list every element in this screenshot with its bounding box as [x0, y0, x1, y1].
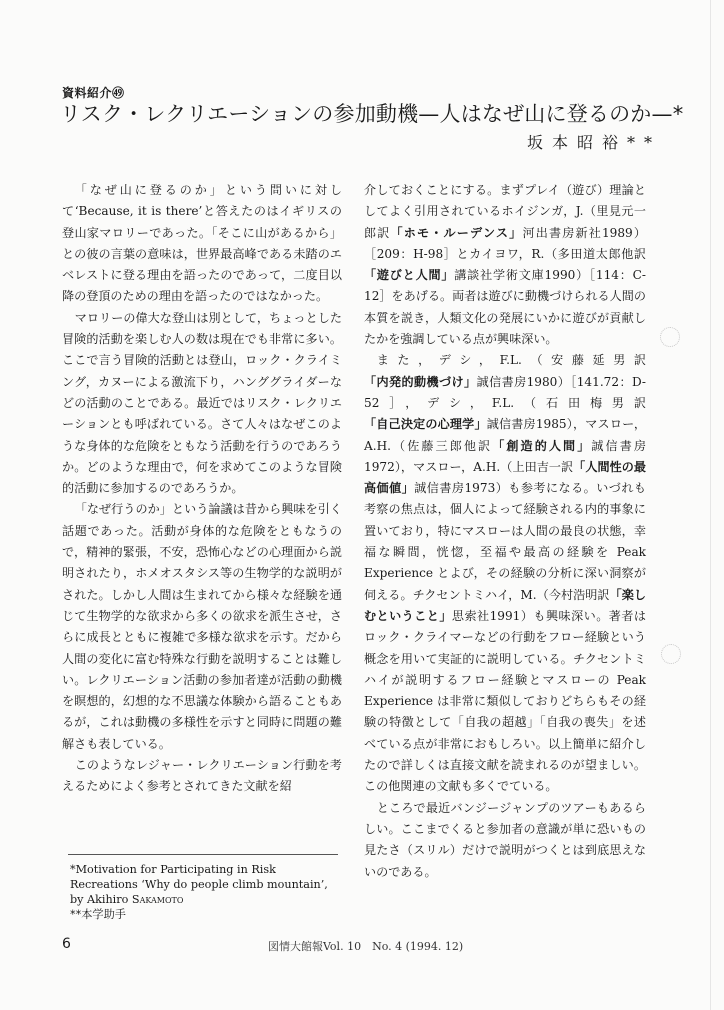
paragraph: このようなレジャー・レクリエーション行動を考えるためによく参考とされてきた文献を紹 [62, 758, 342, 794]
book-title: 「楽しむということ」 [364, 587, 646, 623]
book-title: 「遊びと人間」 [364, 268, 455, 283]
page-edge [710, 0, 711, 1010]
binding-hole-mark [660, 327, 680, 347]
text-run: 介しておくことにする。まずプレイ（遊び）理論としてよく引用されているホイジンガ，J.（里見元一郎訳 [364, 183, 646, 240]
book-title: 「創造的人間」 [492, 438, 592, 453]
article-title: リスク・レクリエーションの参加動機—人はなぜ山に登るのか—* [60, 102, 684, 126]
text-run: 思索社1991）も興味深い。著者はロック・クライマーなどの行動をフロー経験という概念を用いて実証的に説明している。チクセントミハイが説明するフロー経験とマスローの Peak Experience は非常に類似しておりどちらもその経験の特徴として「自我の超越」「自我の喪失」を述べている点が非常におもしろい。以上簡単に紹介したので詳しくは直接文献を読まれるのが望ましい。この他関連の文献も多くでている。 [364, 608, 646, 794]
paragraph: マロリーの偉大な登山は別として，ちょっとした冒険的活動を楽しむ人の数は現在でも非常に多い。ここで言う冒険的活動とは登山，ロック・クライミング，カヌーによる激流下り，ハンググライダーなどの活動のことである。最近ではリスク・レクリエーションとも呼ばれている。さて人々はなぜこのような身体的な危険をともなう活動を行うのであろうか。どのような理由で，何を求めてこのような冒険的活動に参加するのであろうか。 [62, 310, 342, 496]
text-run: 誠信書房1972），マスロー，A.H.（上田吉一訳 [364, 438, 646, 474]
paragraph [364, 180, 646, 350]
journal-citation: 図情大館報Vol. 10 No. 4 (1994. 12) [268, 940, 464, 953]
footnote-divider [68, 854, 338, 855]
author-name: 坂本昭裕** [527, 133, 662, 152]
text-run: 誠信書房1985），マスロー，A.H.（佐藤三郎他訳 [364, 417, 646, 453]
author-surname: Sakamoto [131, 893, 184, 906]
page-number: 6 [62, 936, 71, 952]
paragraph: 「なぜ行うのか」という論議は昔から興味を引く話題であった。活動が身体的な危険をともなうので，精神的緊張，不安，恐怖心などの心理面から説明されたり，ホメオスタシス等の生物学的な説明がされた。しかし人間は生まれてから様々な経験を通じて生物学的な欲求から多くの欲求を派生させ，さらに成長とともに複雑で多様な欲求を示す。だから人間の変化に富む特殊な行動を説明することは難しい。レクリエーション活動の参加者達が活動の動機を瞑想的，幻想的な不思議な体験から語ることもあるが，これは動機の多様性を示すと同時に問題の難解さも表している。 [62, 502, 342, 751]
book-title: 「ホモ・ルーデンス」 [390, 225, 523, 240]
book-title: 「内発的動機づけ」 [364, 374, 477, 389]
paragraph [364, 350, 646, 797]
text-run: また，デシ，F.L.（安藤延男訳 [376, 353, 646, 368]
book-title: 「自己決定の心理学」 [364, 417, 487, 432]
right-column [364, 180, 646, 883]
paragraph: 「なぜ山に登るのか」という問いに対して‘Because, it is there’と答えたのはイギリスの登山家マロリーであった。「そこに山があるから」との彼の言葉の意味は，世界最高峰である未踏のエベレストに登る理由を語ったのであって，二度目以降の登頂のための理由を語ったのではなかった。 [62, 183, 342, 304]
text-run: *Motivation for Participating in Risk Recreations ‘Why do people climb mountain’, by Akihiro [70, 863, 328, 906]
footnote-english-title [70, 862, 340, 907]
footnote-affiliation: **本学助手 [70, 908, 126, 921]
left-column [62, 180, 342, 798]
book-title: 「人間性の最高価値」 [364, 459, 646, 496]
text-run: 河出書房新社1989）［209：H-98］とカイヨワ，R.（多田道太郎他訳 [364, 225, 646, 261]
binding-hole-mark [661, 644, 681, 664]
text-run: 誠信書房1973）も参考になる。いづれも考察の焦点は，個人によって経験される内的事象に置いており，特にマスローは人間の最良の状態，幸福な瞬間，恍惚，至福や最高の経験を Peak Experience とよび，その経験の分析に深い洞察が伺える。チクセントミハイ，M.（今村浩明訳 [364, 481, 646, 602]
series-label: 資料紹介㊾ [62, 86, 125, 100]
footnotes [70, 862, 340, 922]
text-run: 誠信書房1980）［141.72：D-52］，デシ，F.L.（石田梅男訳 [364, 374, 646, 410]
paragraph: ところで最近バンジージャンプのツアーもあるらしい。ここまでくると参加者の意識が単に恐いもの見たさ（スリル）だけで説明がつくとは到底思えないのである。 [364, 800, 646, 879]
text-run: 講談社学術文庫1990）［114：C-12］をあげる。両者は遊びに動機づけられる人間の本質を説き，人類文化の発展にいかに遊びが貢献したかを強調している点が興味深い。 [364, 268, 646, 347]
